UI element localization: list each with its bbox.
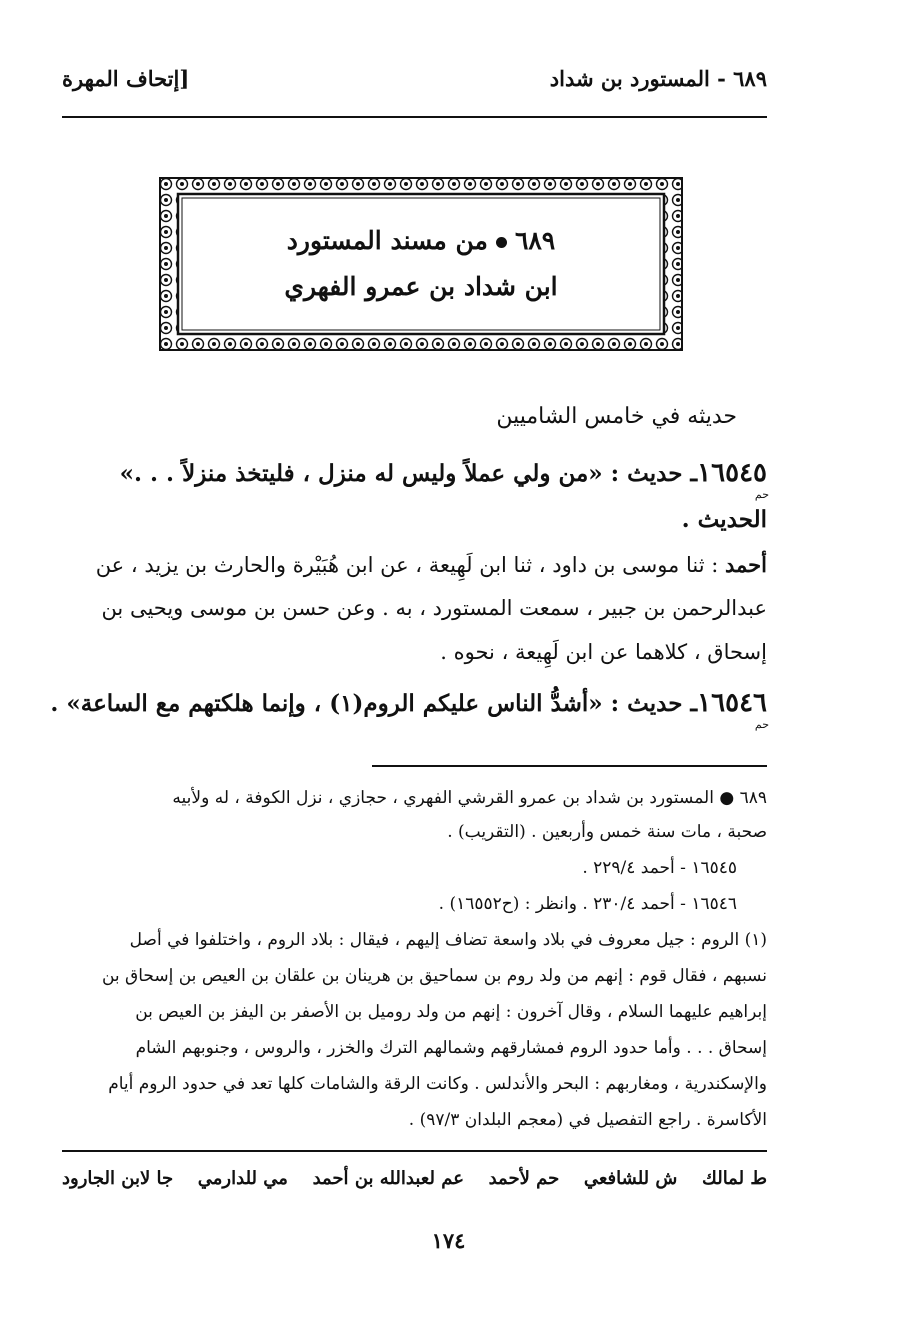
hadith-text: ـ حديث : «من ولي عملاً وليس له منزل ، فليتخذ منزلاً . . .»	[119, 460, 698, 487]
isnad-line	[62, 552, 767, 577]
musnad-title: من مسند المستورد	[286, 226, 488, 255]
ornamental-title-frame	[158, 176, 684, 352]
abbreviations-key	[62, 1168, 767, 1189]
hadith-heading	[120, 458, 767, 488]
bullet-icon	[496, 237, 507, 248]
abbreviation-item: عم لعبدالله بن أحمد	[312, 1168, 464, 1189]
footnote-line: (١) الروم : جيل معروف في بلاد واسعة تضاف إليهم ، فيقال : بلاد الروم ، واختلفوا في أصل	[129, 930, 767, 950]
isnad-author: أحمد	[725, 552, 767, 577]
footnote-rule	[372, 765, 767, 767]
hadith-number: ١٦٥٤٦	[697, 688, 767, 718]
hadith-heading-continuation: الحديث .	[681, 506, 767, 533]
header-rule	[62, 116, 767, 118]
footnote-line: ١٦٥٤٦ - أحمد ٢٣٠/٤ . وانظر : (ح١٦٥٥٢) .	[438, 894, 737, 914]
running-head-section: ٦٨٩ - المستورد بن شداد	[549, 66, 767, 91]
isnad-line: إسحاق ، كلاهما عن ابن لَهِيعة ، نحوه .	[440, 640, 767, 664]
isnad-text: : ثنا موسى بن داود ، ثنا ابن لَهِيعة ، عن ابن هُبَيْرة والحارث بن يزيد ، عن	[95, 553, 719, 577]
abbreviation-item: مي للدارمي	[197, 1168, 288, 1189]
running-head	[62, 66, 767, 106]
musnad-heading	[287, 218, 555, 264]
page-number: ١٧٤	[431, 1228, 466, 1253]
abbreviation-item: جا لابن الجارود	[62, 1168, 174, 1189]
footnote-line: إسحاق . . . وأما حدود الروم فمشارقهم وشمالهم الترك والخزر ، والروس ، وجنوبهم الشام	[135, 1038, 767, 1058]
source-siglum: حم	[754, 488, 769, 501]
footnote-line: إبراهيم عليهما السلام ، وقال آخرون : إنهم من ولد روميل بن الأصفر بن اليفز بن العيص بن	[135, 1002, 767, 1022]
footnote-line: ٦٨٩ ● المستورد بن شداد بن عمرو القرشي الفهري ، حجازي ، نزل الكوفة ، له ولأبيه	[172, 788, 767, 808]
section-title: حديثه في خامس الشاميين	[496, 404, 737, 429]
hadith-heading	[50, 688, 767, 718]
footnote-line: صحبة ، مات سنة خمس وأربعين . (التقريب) .	[447, 822, 767, 842]
abbreviation-item: ط لمالك	[702, 1168, 767, 1189]
musnad-number: ٦٨٩	[514, 226, 556, 255]
footnote-line: الأكاسرة . راجع التفصيل في (معجم البلدان ٩٧/٣) .	[408, 1110, 767, 1130]
running-head-book-title: [إتحاف المهرة	[62, 66, 190, 91]
abbreviation-item: ش للشافعي	[583, 1168, 678, 1189]
isnad-line: عبدالرحمن بن جبير ، سمعت المستورد ، به . وعن حسن بن موسى ويحيى بن	[101, 596, 767, 620]
musnad-subtitle: ابن شداد بن عمرو الفهري	[284, 272, 558, 301]
abbreviations-rule	[62, 1150, 767, 1152]
footnote-line: ١٦٥٤٥ - أحمد ٢٢٩/٤ .	[582, 858, 737, 878]
footnote-line: والإسكندرية ، ومغاربهم : البحر والأندلس . وكانت الرقة والشامات كلها تعد في حدود الروم أيام	[108, 1074, 767, 1094]
source-siglum: حم	[754, 718, 769, 731]
abbreviation-item: حم لأحمد	[488, 1168, 560, 1189]
footnote-line: نسبهم ، فقال قوم : إنهم من ولد روم بن سماحيق بن هرينان بن علقان بن العيص بن إسحاق بن	[101, 966, 767, 986]
hadith-text: ـ حديث : «أشدُّ الناس عليكم الروم(١) ، وإنما هلكتهم مع الساعة» .	[50, 690, 698, 717]
hadith-number: ١٦٥٤٥	[697, 458, 767, 488]
